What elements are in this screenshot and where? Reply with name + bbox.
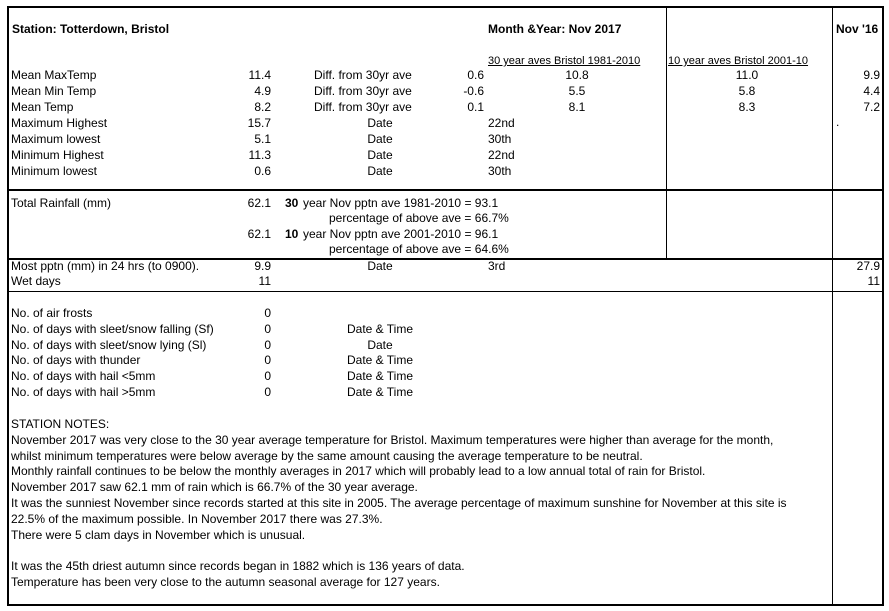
border-top [7, 6, 884, 8]
notes-line: There were 5 clam days in November which is unusual. [11, 527, 306, 542]
count-extra: Date & Time [346, 369, 414, 383]
border-bottom [7, 604, 884, 606]
extreme-date: 22nd [488, 116, 515, 130]
notes-line: November 2017 was very close to the 30 year average temperature for Bristol. Maximum temperatures were higher than average for the month, [11, 432, 774, 447]
wet-days-prev: 11 [867, 274, 880, 288]
ave10-value: 11.0 [735, 68, 759, 82]
count-value: 0 [264, 353, 271, 367]
temp-label: Mean MaxTemp [11, 68, 97, 82]
count-label: No. of days with sleet/snow falling (Sf) [11, 322, 214, 336]
pptn-prev: 27.9 [856, 259, 880, 273]
border-right [882, 6, 884, 606]
ave30-value: 8.1 [568, 100, 586, 114]
diff-label: Diff. from 30yr ave [314, 68, 412, 82]
prev-value: 4.4 [863, 84, 880, 98]
temp-label: Mean Min Temp [11, 84, 97, 98]
extreme-date: 22nd [488, 148, 515, 162]
extreme-value: 0.6 [254, 164, 271, 178]
prev-value: 9.9 [863, 68, 880, 82]
pptn-value: 9.9 [254, 259, 271, 273]
weather-report-sheet [7, 6, 884, 606]
count-value: 0 [264, 369, 271, 383]
divider-10yr-col [666, 6, 667, 259]
notes-line: Monthly rainfall continues to be below the monthly averages in 2017 which will probably lead to a low annual total of rain for Bristol. [11, 464, 706, 479]
border-left [7, 6, 9, 606]
rule-after-wetdays [7, 291, 884, 292]
rainfall-value-2: 62.1 [247, 227, 271, 241]
rainfall-10yr-pct: percentage of above ave = 64.6% [329, 242, 509, 256]
extreme-label: Minimum Highest [11, 148, 104, 162]
extreme-label: Minimum lowest [11, 164, 98, 178]
extreme-date-label: Date [367, 132, 393, 146]
temp-value: 4.9 [254, 84, 271, 98]
ave30-value: 5.5 [568, 84, 586, 98]
notes-line: 22.5% of the maximum possible. In November 2017 there was 27.3%. [11, 511, 383, 526]
rainfall-label: Total Rainfall (mm) [11, 196, 112, 210]
extreme-value: 11.3 [248, 148, 271, 162]
station-title: Station: Totterdown, Bristol [12, 22, 170, 36]
extreme-label: Maximum Highest [11, 116, 108, 130]
count-label: No. of days with thunder [11, 353, 141, 367]
temp-value: 8.2 [254, 100, 271, 114]
count-label: No. of days with hail <5mm [11, 369, 156, 383]
pptn-date-label: Date [367, 259, 393, 273]
count-value: 0 [264, 322, 271, 336]
prev-dot: . [836, 115, 840, 129]
pptn-date: 3rd [488, 259, 506, 273]
rule-after-extremes [7, 189, 884, 191]
notes-title: STATION NOTES: [11, 417, 110, 431]
rainfall-30yr-line: year Nov pptn ave 1981-2010 = 93.1 [303, 196, 499, 210]
rainfall-30yr-prefix: 30 [285, 196, 299, 210]
prev-year-header: Nov '16 [836, 22, 879, 36]
notes-line: It was the sunniest November since records started at this site in 2005. The average percentage of maximum sunshine for November at this site is [11, 495, 787, 510]
extreme-date: 30th [488, 132, 512, 146]
diff-value: -0.6 [463, 84, 484, 98]
diff-label: Diff. from 30yr ave [314, 100, 412, 114]
count-label: No. of days with hail >5mm [11, 385, 156, 399]
extreme-date-label: Date [367, 164, 393, 178]
count-extra: Date & Time [346, 353, 414, 367]
notes-line: November 2017 saw 62.1 mm of rain which is 66.7% of the 30 year average. [11, 480, 418, 495]
notes-line: It was the 45th driest autumn since records began in 1882 which is 136 years of data. [11, 559, 465, 574]
station-notes [11, 417, 851, 591]
notes-line: whilst minimum temperatures were below average by the same amount causing the average temperature to be neutral. [11, 448, 643, 463]
rainfall-value: 62.1 [247, 196, 271, 210]
month-year: Month &Year: Nov 2017 [488, 22, 622, 36]
extreme-date: 30th [488, 164, 512, 178]
count-extra: Date [367, 338, 393, 352]
ave10-value: 8.3 [738, 100, 756, 114]
ave10-header: 10 year aves Bristol 2001-10 [668, 55, 809, 67]
temp-value: 11.4 [248, 68, 271, 82]
extreme-label: Maximum lowest [11, 132, 101, 146]
diff-value: 0.1 [467, 100, 484, 114]
rainfall-10yr-prefix: 10 [285, 227, 299, 241]
extreme-value: 5.1 [254, 132, 271, 146]
rainfall-10yr-line: year Nov pptn ave 2001-2010 = 96.1 [303, 227, 499, 241]
notes-line: Temperature has been very close to the autumn seasonal average for 127 years. [11, 574, 440, 589]
count-label: No. of air frosts [11, 306, 93, 320]
diff-value: 0.6 [467, 68, 484, 82]
count-value: 0 [264, 306, 271, 320]
count-extra: Date & Time [346, 385, 414, 399]
extreme-date-label: Date [367, 148, 393, 162]
diff-label: Diff. from 30yr ave [314, 84, 412, 98]
count-label: No. of days with sleet/snow lying (Sl) [11, 338, 207, 352]
prev-value: 7.2 [863, 100, 880, 114]
temp-label: Mean Temp [11, 100, 74, 114]
ave30-value: 10.8 [565, 68, 589, 82]
extreme-value: 15.7 [247, 116, 271, 130]
ave30-header: 30 year aves Bristol 1981-2010 [488, 55, 641, 67]
wet-days-label: Wet days [11, 274, 61, 288]
pptn-label: Most pptn (mm) in 24 hrs (to 0900). [11, 259, 200, 273]
rainfall-30yr-pct: percentage of above ave = 66.7% [329, 211, 509, 225]
count-value: 0 [264, 338, 271, 352]
wet-days-value: 11 [258, 274, 271, 288]
extreme-date-label: Date [367, 116, 393, 130]
notes-blank-line [11, 543, 851, 559]
count-extra: Date & Time [346, 322, 414, 336]
count-value: 0 [264, 385, 271, 399]
ave10-value: 5.8 [738, 84, 756, 98]
